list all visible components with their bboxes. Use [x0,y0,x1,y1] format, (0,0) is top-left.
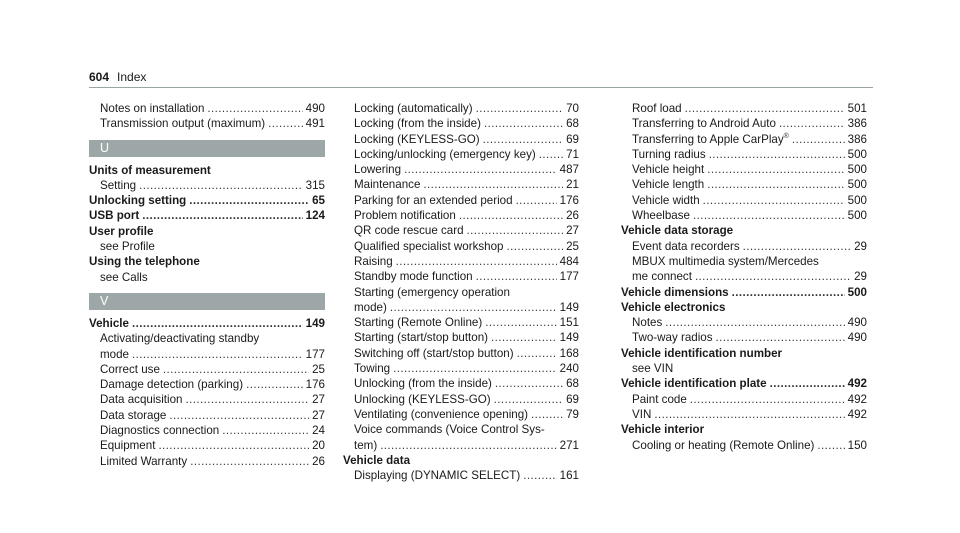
index-heading: User profile [89,224,154,238]
index-entry: Setting ..... 315 [89,178,325,193]
index-entry: Towing ..... 240 [343,361,579,376]
index-entry: Notes on installation ..... 490 [89,101,325,116]
see-reference: see Profile [100,240,155,254]
index-entry: Turning radius ..... 500 [621,147,867,162]
index-entry: me connect ..... 29 [621,269,867,284]
index-entry: Vehicle height ..... 500 [621,162,867,177]
registered-mark: ® [783,132,789,140]
index-entry: Roof load ..... 501 [621,101,867,116]
index-entry: Event data recorders ..... 29 [621,239,867,254]
index-entry: Diagnostics connection ..... 24 [89,423,325,438]
index-entry: Transmission output (maximum) ..... 491 [89,116,325,131]
page-header [89,70,146,84]
index-entry: Locking (KEYLESS-GO) ..... 69 [343,132,579,147]
index-column-3 [621,101,867,453]
index-entry: Two-way radios ..... 490 [621,330,867,345]
index-entry: Starting (start/stop button) ..... 149 [343,330,579,345]
index-entry: Cooling or heating (Remote Online) ..... 150 [621,438,867,453]
index-entry: Locking/unlocking (emergency key) ..... 71 [343,147,579,162]
index-entry: Unlocking (from the inside) ..... 68 [343,376,579,391]
index-entry: Vehicle width ..... 500 [621,193,867,208]
index-heading: Vehicle identification number [621,346,783,360]
index-entry: Transferring to Android Auto ..... 386 [621,116,867,131]
index-entry: Unlocking setting ..... 65 [89,193,325,208]
index-entry: Lowering ..... 487 [343,162,579,177]
index-entry: Equipment ..... 20 [89,438,325,453]
section-letter-u: U [89,140,325,157]
index-entry: Switching off (start/stop button) ..... 168 [343,346,579,361]
see-reference: see Calls [100,270,148,284]
index-entry: Damage detection (parking) ..... 176 [89,377,325,392]
index-entry: mode) ..... 149 [343,300,579,315]
index-heading: Units of measurement [89,163,211,177]
index-entry: Data acquisition ..... 27 [89,392,325,407]
index-entry-line: Starting (emergency operation [354,285,510,299]
index-entry: Parking for an extended period ..... 176 [343,193,579,208]
index-heading: Vehicle data [343,453,411,467]
index-entry: Locking (automatically) ..... 70 [343,101,579,116]
index-entry: Wheelbase ..... 500 [621,208,867,223]
index-entry: Limited Warranty ..... 26 [89,454,325,469]
index-entry: Maintenance ..... 21 [343,177,579,192]
header-divider [89,87,873,88]
index-entry: USB port ..... 124 [89,208,325,223]
index-entry: Unlocking (KEYLESS-GO) ..... 69 [343,392,579,407]
index-entry-line: MBUX multimedia system/Mercedes [632,254,819,268]
index-entry: QR code rescue card ..... 27 [343,223,579,238]
index-entry: Locking (from the inside) ..... 68 [343,116,579,131]
page-label: Index [117,70,147,84]
section-letter-v: V [89,293,325,310]
index-column-1 [89,101,325,469]
index-column-2 [343,101,579,483]
index-entry: Vehicle identification plate ..... 492 [621,376,867,391]
index-entry-line: Activating/deactivating standby [100,332,260,346]
index-entry: Notes ..... 490 [621,315,867,330]
index-entry: Paint code ..... 492 [621,392,867,407]
index-entry: Qualified specialist workshop ..... 25 [343,239,579,254]
index-entry: Raising ..... 484 [343,254,579,269]
index-entry: Correct use ..... 25 [89,362,325,377]
index-entry: Vehicle dimensions ..... 500 [621,285,867,300]
index-heading: Vehicle interior [621,423,705,437]
index-entry: Vehicle length ..... 500 [621,177,867,192]
index-entry: Transferring to Apple CarPlay® ..... 386 [621,132,867,147]
index-entry: Standby mode function ..... 177 [343,269,579,284]
index-entry: VIN ..... 492 [621,407,867,422]
index-entry: Ventilating (convenience opening) ..... 79 [343,407,579,422]
see-reference: see VIN [632,362,674,376]
index-entry: Vehicle ..... 149 [89,316,325,331]
carplay-entry-text: Transferring to Apple CarPlay [632,132,784,146]
index-entry: Problem notification ..... 26 [343,208,579,223]
index-heading: Using the telephone [89,255,200,269]
index-entry-line: Voice commands (Voice Control Sys- [354,423,545,437]
index-entry: Displaying (DYNAMIC SELECT) ..... 161 [343,468,579,483]
index-heading: Vehicle data storage [621,224,734,238]
index-entry: mode ..... 177 [89,347,325,362]
index-entry: Starting (Remote Online) ..... 151 [343,315,579,330]
index-entry: Data storage ..... 27 [89,408,325,423]
page-number: 604 [89,70,110,84]
index-entry: tem) ..... 271 [343,438,579,453]
index-heading: Vehicle electronics [621,300,726,314]
